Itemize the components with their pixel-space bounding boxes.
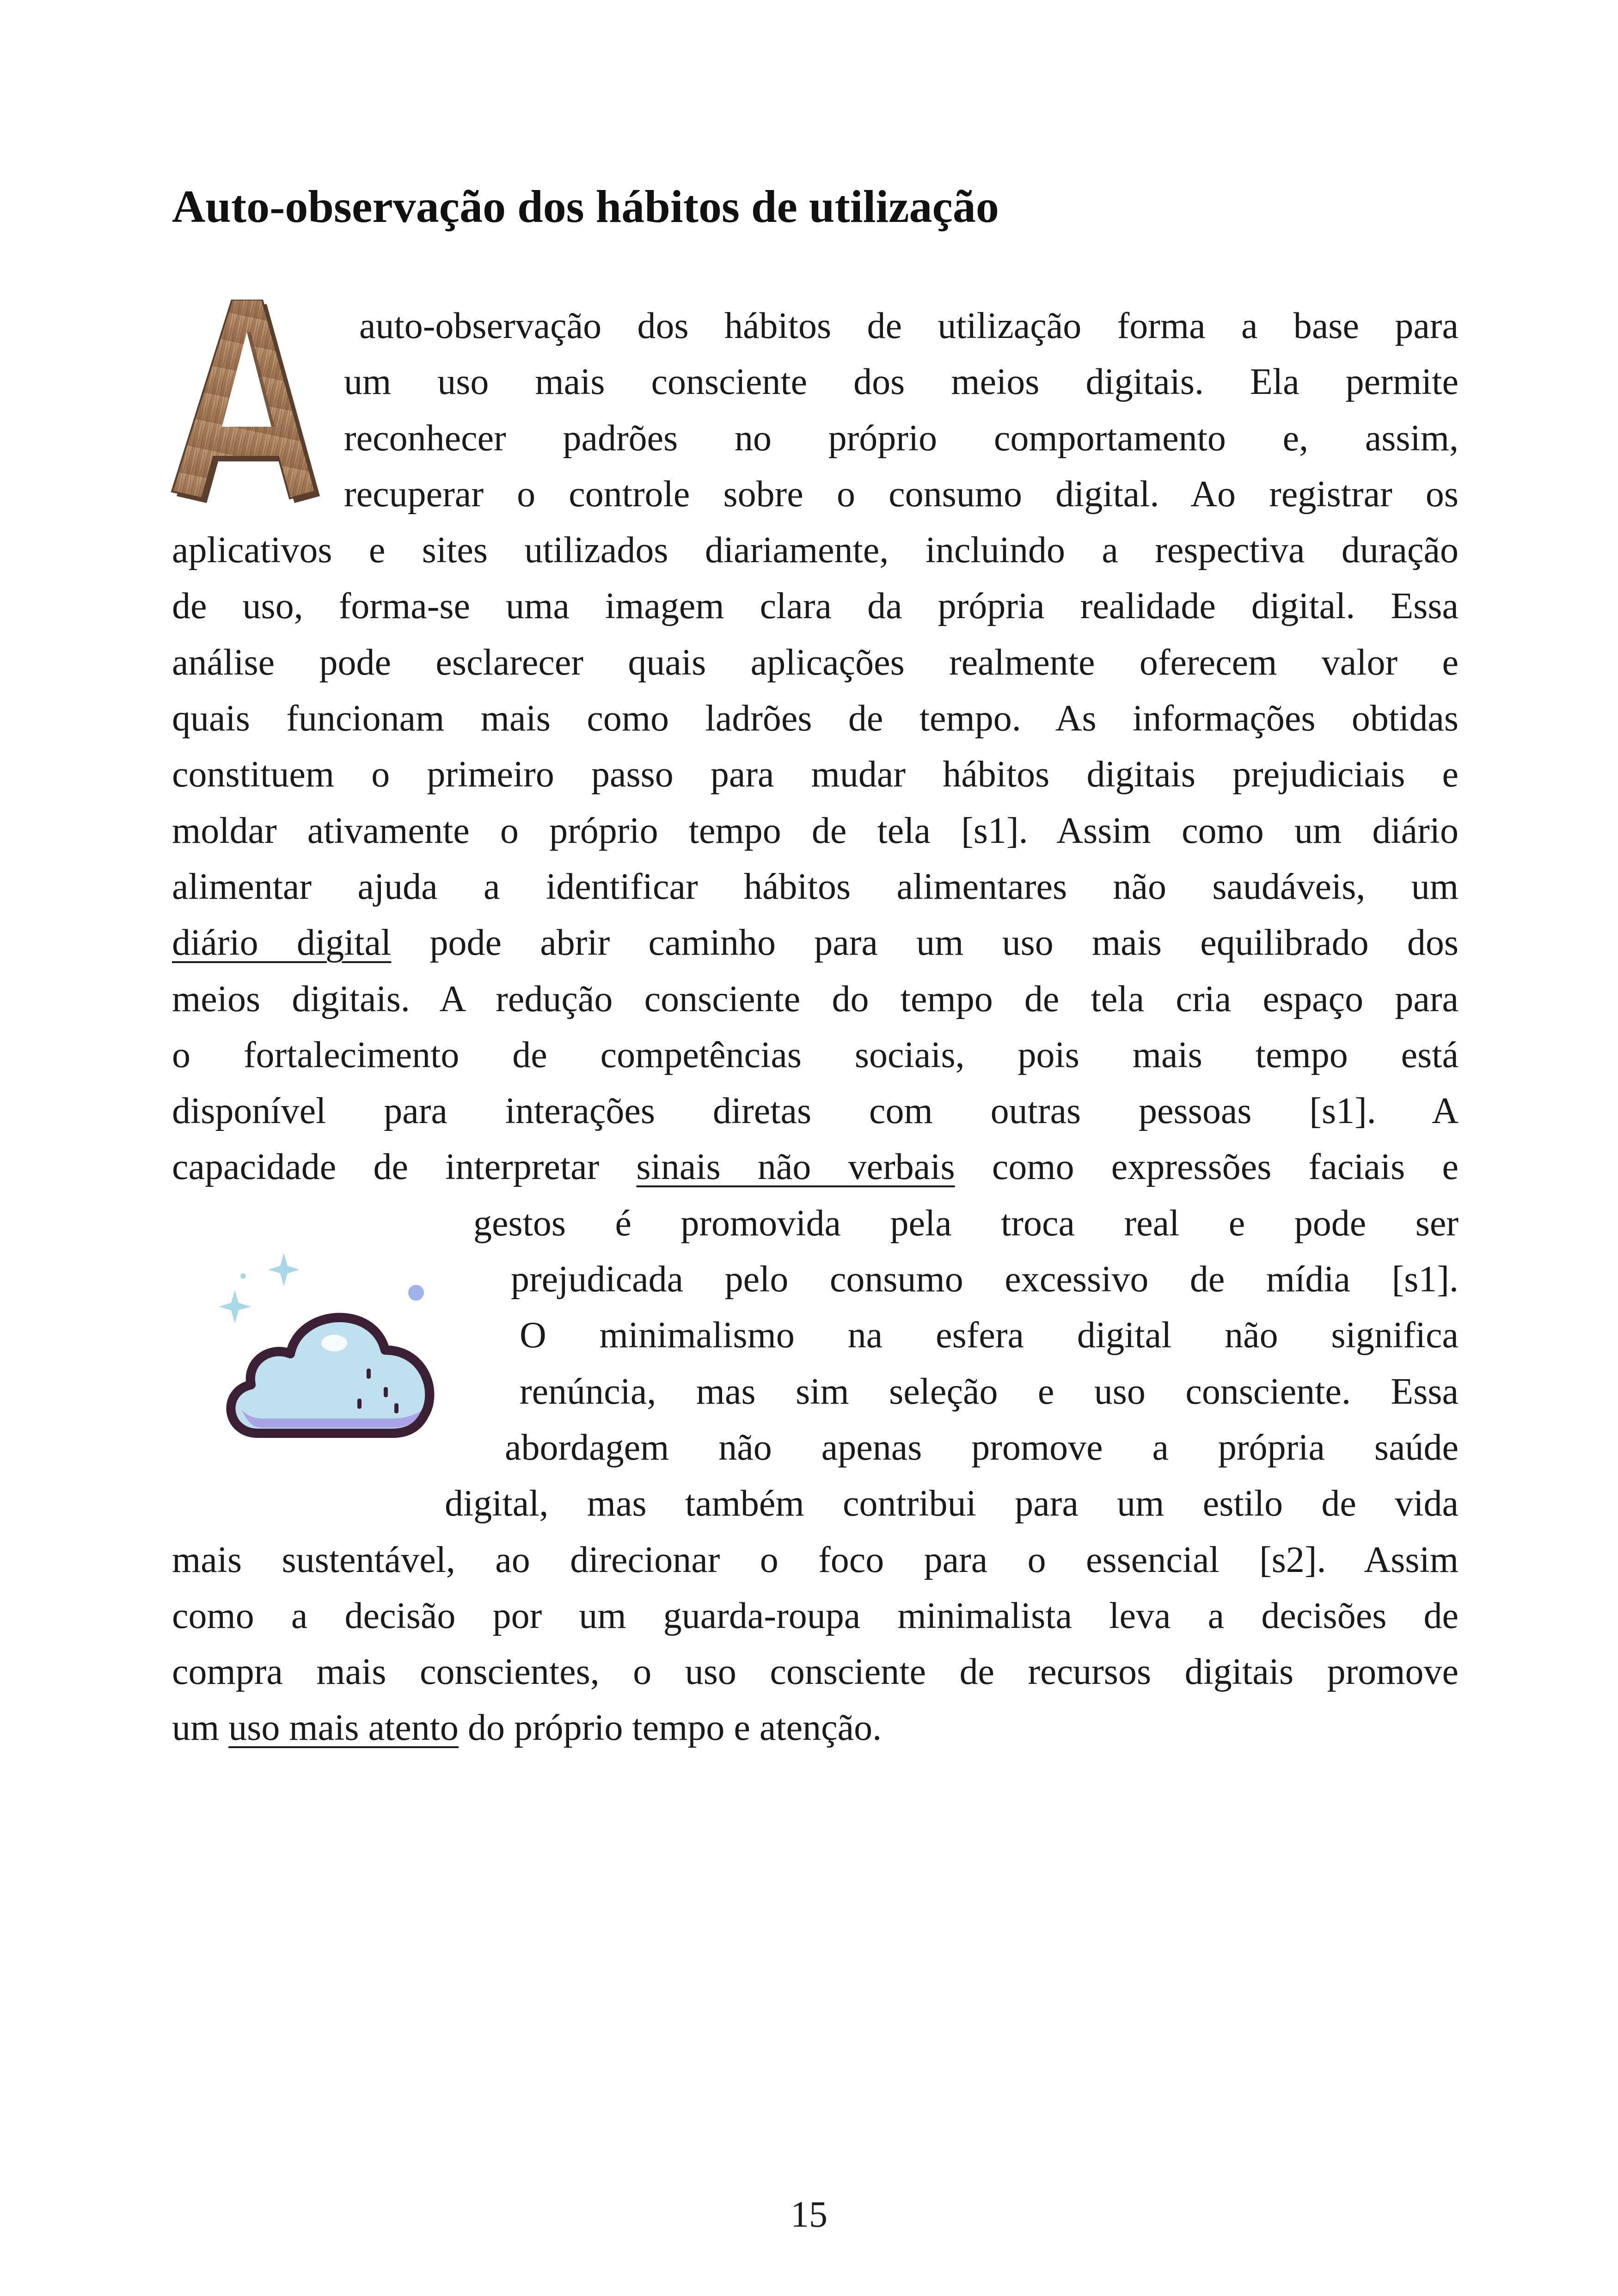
text-line: moldar ativamente o próprio tempo de tela [s1]. Assim como um diário <box>172 810 1459 851</box>
text-line: o fortalecimento de competências sociais, pois mais tempo está <box>172 1034 1459 1075</box>
text-line: renúncia, mas sim seleção e uso consciente. Essa <box>520 1371 1459 1412</box>
text-line: abordagem não apenas promove a própria saúde <box>505 1427 1459 1468</box>
underlined-term-sinais-nao-verbais: sinais não verbais <box>636 1147 955 1188</box>
text-line: digital, mas também contribui para um estilo de vida <box>445 1483 1459 1524</box>
text-line: prejudicada pelo consumo excessivo de mídia [s1]. <box>511 1259 1459 1300</box>
text-line: disponível para interações diretas com outras pessoas [s1]. A <box>172 1091 1459 1132</box>
text-line: gestos é promovida pela troca real e pode ser <box>473 1203 1459 1244</box>
text-line: O minimalismo na esfera digital não significa <box>520 1315 1459 1356</box>
text-line: reconhecer padrões no próprio comportamento e, assim, <box>344 417 1459 459</box>
dot-icon <box>240 1273 246 1279</box>
page-title: Auto-observação dos hábitos de utilização <box>172 181 999 232</box>
text-line: auto-observação dos hábitos de utilização forma a base para <box>359 306 1459 346</box>
text-line: aplicativos e sites utilizados diariamente, incluindo a respectiva duração <box>172 530 1459 571</box>
sparkle-icon <box>268 1253 300 1286</box>
body-text <box>172 298 1459 1756</box>
text-line: de uso, forma-se uma imagem clara da própria realidade digital. Essa <box>172 586 1459 627</box>
text-line <box>172 1139 1459 1195</box>
text-line: meios digitais. A redução consciente do tempo de tela cria espaço para <box>172 978 1459 1019</box>
text-line <box>172 1700 1459 1756</box>
text-line: mais sustentável, ao direcionar o foco para o essencial [s2]. Assim <box>172 1539 1459 1580</box>
text-line: como a decisão por um guarda-roupa minimalista leva a decisões de <box>172 1595 1459 1636</box>
text-line: constituem o primeiro passo para mudar hábitos digitais prejudiciais e <box>172 754 1459 795</box>
text-span: pode abrir caminho para um uso mais equilibrado dos <box>391 922 1459 964</box>
cloud-icon <box>207 1239 447 1456</box>
text-span: como expressões faciais e <box>955 1147 1459 1188</box>
text-line: análise pode esclarecer quais aplicações realmente oferecem valor e <box>172 642 1459 683</box>
underlined-term-diario-digital: diário digital <box>172 922 392 964</box>
text-line: um uso mais consciente dos meios digitais. Ela permite <box>344 362 1459 403</box>
underlined-term-uso-mais-atento: uso mais atento <box>228 1707 459 1749</box>
dot-icon <box>408 1285 424 1301</box>
text-span: um <box>172 1707 229 1749</box>
sparkle-icon <box>219 1290 251 1323</box>
text-line: alimentar ajuda a identificar hábitos alimentares não saudáveis, um <box>172 866 1459 907</box>
page-number: 15 <box>791 2194 827 2235</box>
text-line: recuperar o controle sobre o consumo digital. Ao registrar os <box>344 473 1459 515</box>
text-line: quais funcionam mais como ladrões de tempo. As informações obtidas <box>172 698 1459 739</box>
text-span: capacidade de interpretar <box>172 1147 637 1188</box>
text-line: compra mais conscientes, o uso consciente de recursos digitais promove <box>172 1651 1459 1693</box>
text-line <box>172 915 1459 971</box>
text-span: do próprio tempo e atenção. <box>458 1707 882 1749</box>
